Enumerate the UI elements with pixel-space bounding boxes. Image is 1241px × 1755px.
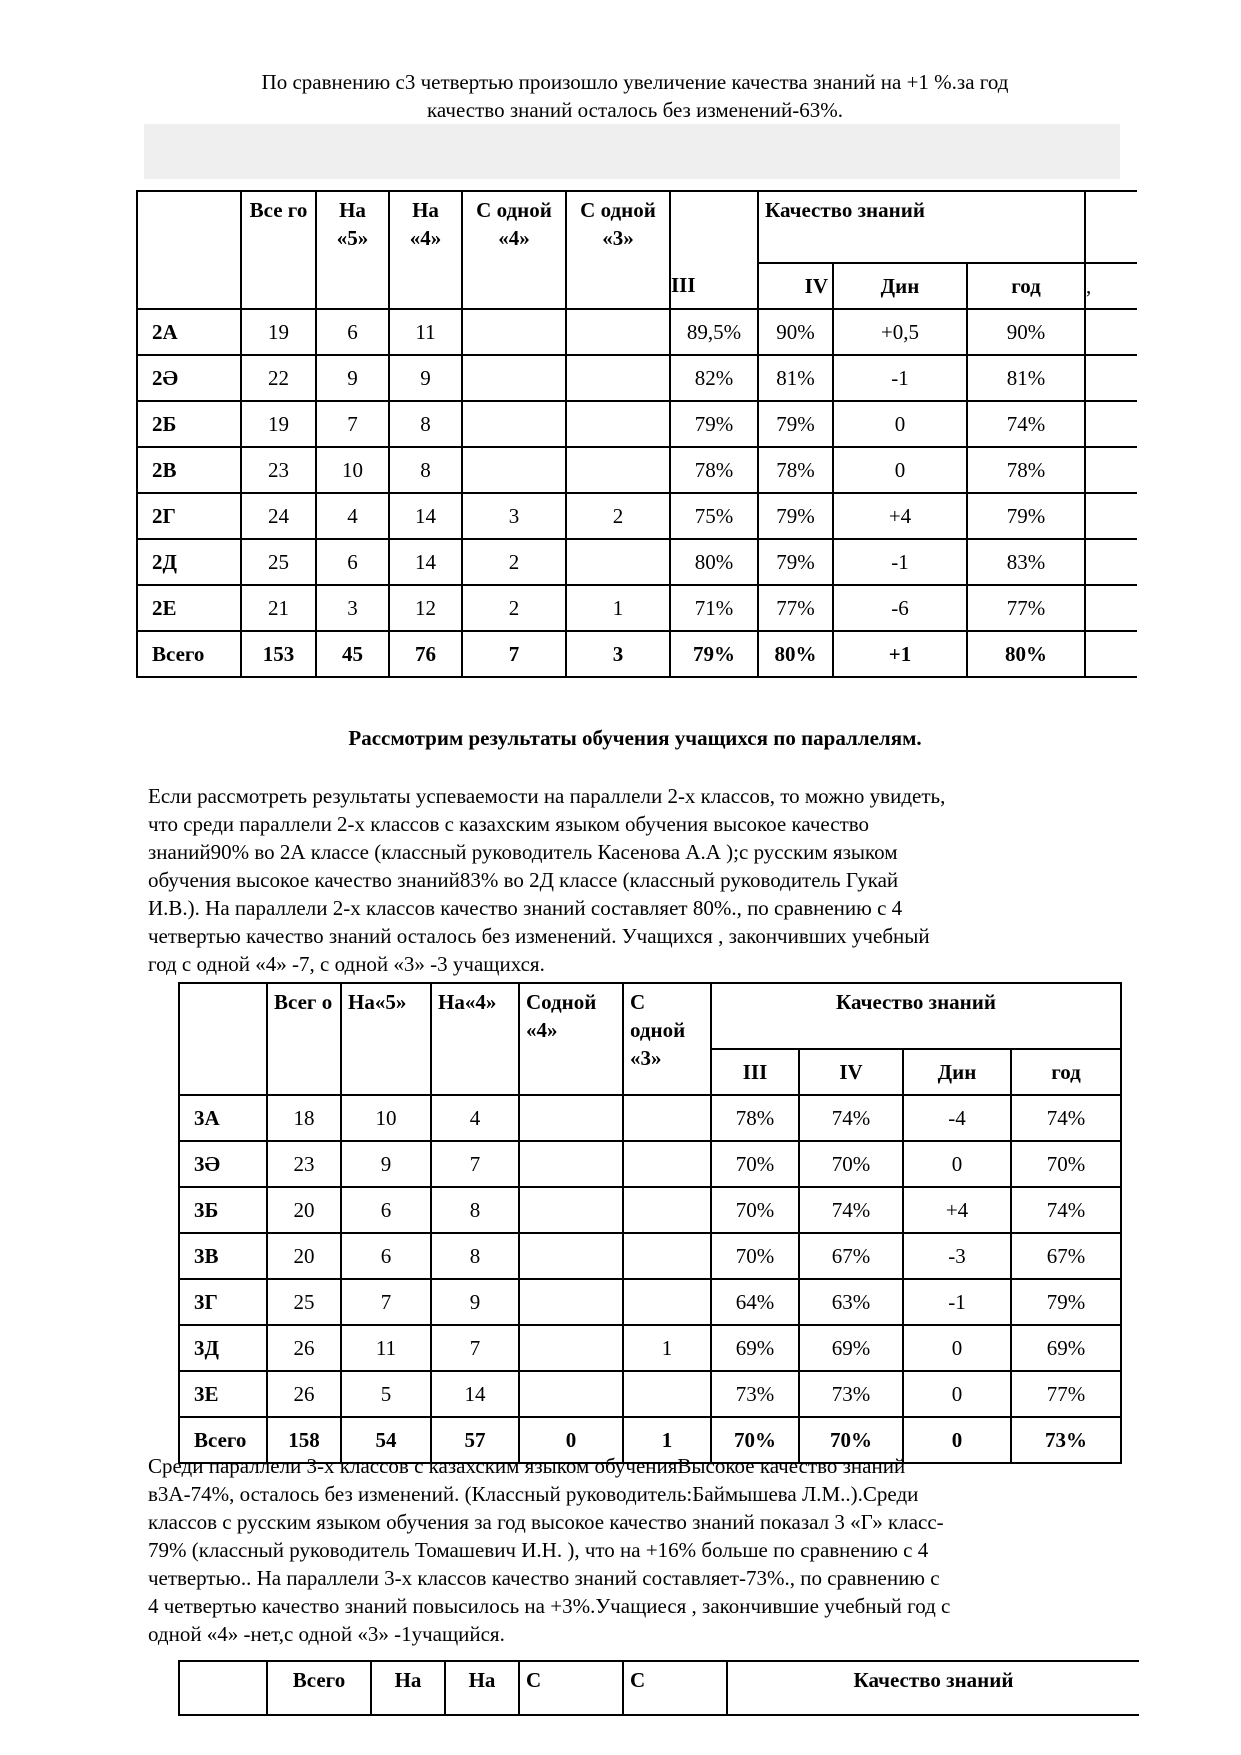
table-cell [519,1095,623,1141]
header-quality-spacer [670,191,758,263]
table-cell: 77% [1011,1371,1121,1417]
table-cell: 10 [341,1095,431,1141]
table-row [137,355,1137,401]
table-row [137,309,1137,355]
header-class [137,191,241,309]
table-cell-extra [1085,355,1137,401]
table-cell [462,309,566,355]
table-cell [519,1279,623,1325]
table-cell: 73% [711,1371,799,1417]
table-cell: -3 [903,1233,1011,1279]
table-cell: 82% [670,355,758,401]
table-cell [519,1141,623,1187]
header-na4: На«4» [431,983,519,1095]
table-cell-extra [1085,585,1137,631]
table-cell: 63% [799,1279,903,1325]
table-cell-extra [1085,539,1137,585]
header-na4: На [445,1661,519,1715]
table-cell: 1 [623,1417,711,1463]
table-cell: 0 [833,401,967,447]
table-cell: 90% [967,309,1085,355]
table-cell: 0 [903,1371,1011,1417]
table-cell: -4 [903,1095,1011,1141]
table-cell: 23 [267,1141,341,1187]
table-cell: 0 [903,1141,1011,1187]
table-cell: 7 [316,401,389,447]
table-cell-extra [1085,309,1137,355]
class-name-cell: 2Е [137,585,241,631]
table-cell: 69% [799,1325,903,1371]
table-cell: -1 [833,539,967,585]
table-cell: 26 [267,1325,341,1371]
table-cell: 73% [1011,1417,1121,1463]
table-cell: 67% [799,1233,903,1279]
table-cell [519,1187,623,1233]
class-name-cell: 3Б [179,1187,267,1233]
class-name-cell: 3Д [179,1325,267,1371]
table-cell-extra [1085,631,1137,677]
table-cell: 11 [341,1325,431,1371]
table-cell: 6 [316,539,389,585]
table-cell: 8 [389,401,462,447]
table-cell: 70% [799,1417,903,1463]
table-cell: 54 [341,1417,431,1463]
table-cell [462,355,566,401]
table-cell: 3 [316,585,389,631]
table-cell-extra [1085,493,1137,539]
table-cell: 81% [758,355,833,401]
table-cell [623,1141,711,1187]
table-cell: 74% [1011,1187,1121,1233]
table-cell: 12 [389,585,462,631]
table-cell [462,447,566,493]
table-cell [519,1233,623,1279]
table-cell: 19 [241,401,316,447]
table-cell: 25 [241,539,316,585]
table-cell: 90% [758,309,833,355]
grade3-table [178,982,1122,1464]
table-cell [566,309,670,355]
table-cell: 70% [799,1141,903,1187]
table-cell: 2 [566,493,670,539]
table-cell: 78% [967,447,1085,493]
table-cell: 20 [267,1187,341,1233]
table-cell [566,401,670,447]
table-cell: 75% [670,493,758,539]
table-cell: 9 [316,355,389,401]
table-cell: 78% [670,447,758,493]
table-cell: 20 [267,1233,341,1279]
table-cell: 73% [799,1371,903,1417]
table-cell: +1 [833,631,967,677]
class-name-cell: 3В [179,1233,267,1279]
table-cell: 24 [241,493,316,539]
table-cell: 23 [241,447,316,493]
table-cell-extra [1085,401,1137,447]
intro-line-1: По сравнению с3 четвертью произошло увеличение качества знаний на +1 %.за год [261,70,1009,94]
table-cell: 14 [389,539,462,585]
header-quality: Качество знаний [727,1661,1139,1715]
table-row [179,1233,1121,1279]
table-cell-extra [1085,447,1137,493]
header-q4: IV [758,263,833,309]
table-cell: 7 [341,1279,431,1325]
table-cell: 18 [267,1095,341,1141]
header-total: Всего [267,1661,371,1715]
table-cell: 79% [967,493,1085,539]
table-cell: 14 [389,493,462,539]
header-na4: На «4» [389,191,462,309]
table-cell: 11 [389,309,462,355]
header-na5: На«5» [341,983,431,1095]
header-total: Всег о [267,983,341,1095]
table-cell: 89,5% [670,309,758,355]
table-cell: 2 [462,539,566,585]
table-row [137,539,1137,585]
table-cell: 8 [389,447,462,493]
header-q3: III [711,1049,799,1095]
table-row [137,447,1137,493]
grade2-table [136,190,1137,678]
table-cell: 158 [267,1417,341,1463]
table-cell: 9 [341,1141,431,1187]
header-na5: На [371,1661,445,1715]
class-name-cell: 2А [137,309,241,355]
table-cell [566,539,670,585]
table-cell [623,1371,711,1417]
table-cell: 70% [711,1417,799,1463]
class-name-cell: 3Е [179,1371,267,1417]
table-row [179,1325,1121,1371]
table-cell: 74% [1011,1095,1121,1141]
header-year: год [967,263,1085,309]
table-cell: 74% [967,401,1085,447]
class-name-cell: Всего [179,1417,267,1463]
class-name-cell: 2Ә [137,355,241,401]
table-cell [623,1187,711,1233]
class-name-cell: 3Г [179,1279,267,1325]
table-cell: 70% [711,1187,799,1233]
table-cell: 79% [758,493,833,539]
table-cell: 79% [758,539,833,585]
table-cell: -1 [903,1279,1011,1325]
table-cell: 76 [389,631,462,677]
table-cell: 67% [1011,1233,1121,1279]
header-one4: С одной «4» [462,191,566,309]
paragraph-grade2: Если рассмотреть результаты успеваемости на параллели 2-х классов, то можно увидеть, что среди параллели 2-х классов с казахским языком обучения высокое качество знаний90% во 2А классе (классный руководитель Касенова А.А );с русским языком обучения высокое качество знаний83% во 2Д классе (классный руководитель Гукай И.В.). На параллели 2-х классов качество знаний составляет 80%., по сравнению с 4 четвертью качество знаний осталось без изменений. Учащихся , закончивших учебный год с одной «4» -7, с одной «3» -3 учащихся. [148,784,946,976]
table-cell: 70% [1011,1141,1121,1187]
table-cell: 22 [241,355,316,401]
table-cell: 78% [758,447,833,493]
table-cell: 79% [1011,1279,1121,1325]
header-q3: III [670,263,758,309]
table-cell [462,401,566,447]
table-cell: 79% [670,401,758,447]
header-year: год [1011,1049,1121,1095]
table-row [137,401,1137,447]
table-cell: 1 [566,585,670,631]
table-row [179,1371,1121,1417]
table-cell: 79% [758,401,833,447]
table-cell: 26 [267,1371,341,1417]
header-one3: С одной «3» [566,191,670,309]
table-cell: 7 [431,1141,519,1187]
table-cell: 74% [799,1095,903,1141]
class-name-cell: 3А [179,1095,267,1141]
table-cell: 80% [670,539,758,585]
table-cell: 6 [316,309,389,355]
table-cell: 77% [967,585,1085,631]
table-cell: 10 [316,447,389,493]
class-name-cell: 2Д [137,539,241,585]
header-din: Дин [903,1049,1011,1095]
table-cell: 0 [833,447,967,493]
table-cell: 19 [241,309,316,355]
table-row [137,585,1137,631]
table-cell: 69% [1011,1325,1121,1371]
class-name-cell: Всего [137,631,241,677]
table-row [137,631,1137,677]
header-quality: Качество знаний [758,191,1085,263]
table-cell: 153 [241,631,316,677]
table-cell: 8 [431,1187,519,1233]
table-cell: +4 [903,1187,1011,1233]
table-cell [566,447,670,493]
header-q4: IV [799,1049,903,1095]
intro-line-2: качество знаний осталось без изменений-63%. [427,98,843,122]
table-row [179,1279,1121,1325]
table-cell: 70% [711,1233,799,1279]
table-cell: 8 [431,1233,519,1279]
table-cell [623,1279,711,1325]
header-one4: С [519,1661,623,1715]
table-cell: 69% [711,1325,799,1371]
table-cell: 74% [799,1187,903,1233]
table-cell: 4 [431,1095,519,1141]
header-one3: С [623,1661,727,1715]
class-name-cell: 2Г [137,493,241,539]
table-cell: 0 [903,1417,1011,1463]
table-cell: 81% [967,355,1085,401]
table-cell: -1 [833,355,967,401]
table-row [179,1095,1121,1141]
header-din: Дин [833,263,967,309]
table-row [179,1141,1121,1187]
table-cell: 7 [462,631,566,677]
table-cell: 80% [967,631,1085,677]
table-cell: 5 [341,1371,431,1417]
table-cell: 57 [431,1417,519,1463]
table-cell: 79% [670,631,758,677]
table-cell: 9 [389,355,462,401]
table-cell: +4 [833,493,967,539]
table-cell: 14 [431,1371,519,1417]
table-cell: 3 [566,631,670,677]
header-na5: На «5» [316,191,389,309]
table-cell: 78% [711,1095,799,1141]
header-class [179,983,267,1095]
table-cell: 0 [519,1417,623,1463]
table-cell: 6 [341,1187,431,1233]
table-cell: 25 [267,1279,341,1325]
table-cell: 77% [758,585,833,631]
grade4-table-partial [178,1660,1139,1716]
table-cell: 3 [462,493,566,539]
table-cell: 7 [431,1325,519,1371]
table-row [179,1187,1121,1233]
table-cell [519,1325,623,1371]
table-cell [566,355,670,401]
table-cell: 45 [316,631,389,677]
section-heading: Рассмотрим результаты обучения учащихся по параллелям. [348,726,922,750]
header-total: Все го [241,191,316,309]
table-cell: 0 [903,1325,1011,1371]
paragraph-grade3: Среди параллели 3-х классов с казахским языком обученияВысокое качество знаний в3А-74%, осталось без изменений. (Классный руководитель:Баймышева Л.М..).Среди классов с русским языком обучения за год высокое качество знаний показал 3 «Г» класс- 79% (классный руководитель Томашевич И.Н. ), что на +16% больше по сравнению с 4 четвертью.. На параллели 3-х классов качество знаний составляет-73%., по сравнению с 4 четвертью качество знаний повысилось на +3%.Учащиеся , закончившие учебный год с одной «4» -нет,с одной «3» -1учащийся. [148,1454,951,1646]
table-cell: 71% [670,585,758,631]
table-cell: 21 [241,585,316,631]
table-cell: +0,5 [833,309,967,355]
table-cell [519,1371,623,1417]
table-cell: 70% [711,1141,799,1187]
class-name-cell: 3Ә [179,1141,267,1187]
header-extra-mark: , [1085,263,1137,309]
class-name-cell: 2В [137,447,241,493]
gray-band [144,124,1120,179]
header-quality: Качество знаний [711,983,1121,1049]
table-cell: -6 [833,585,967,631]
table-cell: 1 [623,1325,711,1371]
header-class [179,1661,267,1715]
table-cell: 83% [967,539,1085,585]
header-one4: Содной «4» [519,983,623,1095]
class-name-cell: 2Б [137,401,241,447]
table-cell: 64% [711,1279,799,1325]
table-cell: 2 [462,585,566,631]
table-cell: 6 [341,1233,431,1279]
header-extra [1085,191,1137,263]
header-one3: С одной «3» [623,983,711,1095]
table-cell [623,1095,711,1141]
table-row [137,493,1137,539]
table-cell: 4 [316,493,389,539]
table-cell: 80% [758,631,833,677]
table-cell: 9 [431,1279,519,1325]
table-cell [623,1233,711,1279]
